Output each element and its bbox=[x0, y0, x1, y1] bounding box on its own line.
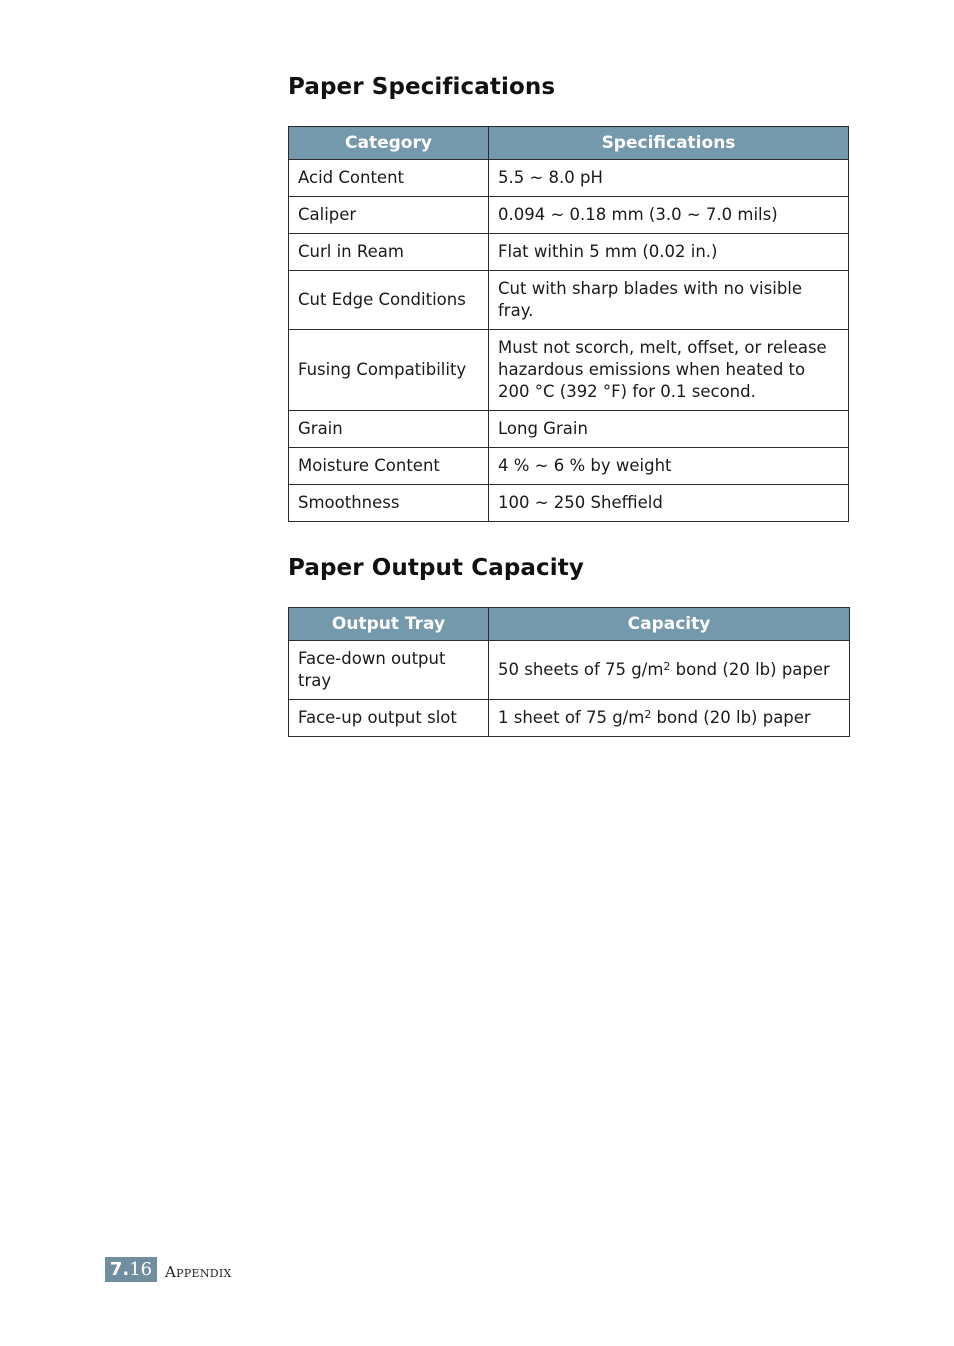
table-row bbox=[289, 160, 849, 197]
column-header-specifications: Specifications bbox=[489, 127, 849, 160]
specification-cell: Must not scorch, melt, offset, or release hazardous emissions when heated to 200 °C (392 °F) for 0.1 second. bbox=[489, 330, 849, 411]
column-header-capacity: Capacity bbox=[489, 608, 850, 641]
category-cell: Cut Edge Conditions bbox=[289, 271, 489, 330]
table-row bbox=[289, 197, 849, 234]
page-number: 16 bbox=[129, 1259, 153, 1280]
specification-cell: Cut with sharp blades with no visible fray. bbox=[489, 271, 849, 330]
specification-cell: 4 % ~ 6 % by weight bbox=[489, 448, 849, 485]
capacity-text: bond (20 lb) paper bbox=[651, 708, 811, 727]
specification-cell: Long Grain bbox=[489, 411, 849, 448]
column-header-output-tray: Output Tray bbox=[289, 608, 489, 641]
paper-output-capacity-table bbox=[288, 607, 850, 737]
output-tray-cell: Face-down output tray bbox=[289, 641, 489, 700]
table-header-row bbox=[289, 608, 850, 641]
superscript: 2 bbox=[644, 708, 652, 721]
capacity-text: 1 sheet of 75 g/m bbox=[498, 708, 645, 727]
category-cell: Smoothness bbox=[289, 485, 489, 522]
column-header-category: Category bbox=[289, 127, 489, 160]
chapter-number: 7. bbox=[109, 1259, 130, 1280]
paper-specifications-title: Paper Specifications bbox=[288, 74, 556, 100]
paper-output-capacity-title: Paper Output Capacity bbox=[288, 555, 584, 581]
category-cell: Curl in Ream bbox=[289, 234, 489, 271]
table-row bbox=[289, 330, 849, 411]
specification-cell: Flat within 5 mm (0.02 in.) bbox=[489, 234, 849, 271]
specification-cell: 0.094 ~ 0.18 mm (3.0 ~ 7.0 mils) bbox=[489, 197, 849, 234]
page-footer bbox=[105, 1257, 232, 1282]
table-row bbox=[289, 641, 850, 700]
table-row bbox=[289, 700, 850, 737]
category-cell: Acid Content bbox=[289, 160, 489, 197]
paper-specifications-table bbox=[288, 126, 849, 522]
specification-cell: 100 ~ 250 Sheffield bbox=[489, 485, 849, 522]
capacity-text: bond (20 lb) paper bbox=[670, 660, 830, 679]
category-cell: Moisture Content bbox=[289, 448, 489, 485]
page-number-badge bbox=[105, 1257, 157, 1282]
capacity-cell bbox=[489, 700, 850, 737]
superscript: 2 bbox=[663, 660, 671, 673]
table-row bbox=[289, 271, 849, 330]
table-row bbox=[289, 234, 849, 271]
category-cell: Fusing Compatibility bbox=[289, 330, 489, 411]
category-cell: Caliper bbox=[289, 197, 489, 234]
capacity-text: 50 sheets of 75 g/m bbox=[498, 660, 664, 679]
table-header-row bbox=[289, 127, 849, 160]
table-row bbox=[289, 485, 849, 522]
output-tray-cell: Face-up output slot bbox=[289, 700, 489, 737]
category-cell: Grain bbox=[289, 411, 489, 448]
chapter-label: Appendix bbox=[165, 1262, 232, 1281]
specification-cell: 5.5 ~ 8.0 pH bbox=[489, 160, 849, 197]
capacity-cell bbox=[489, 641, 850, 700]
table-row bbox=[289, 411, 849, 448]
table-row bbox=[289, 448, 849, 485]
